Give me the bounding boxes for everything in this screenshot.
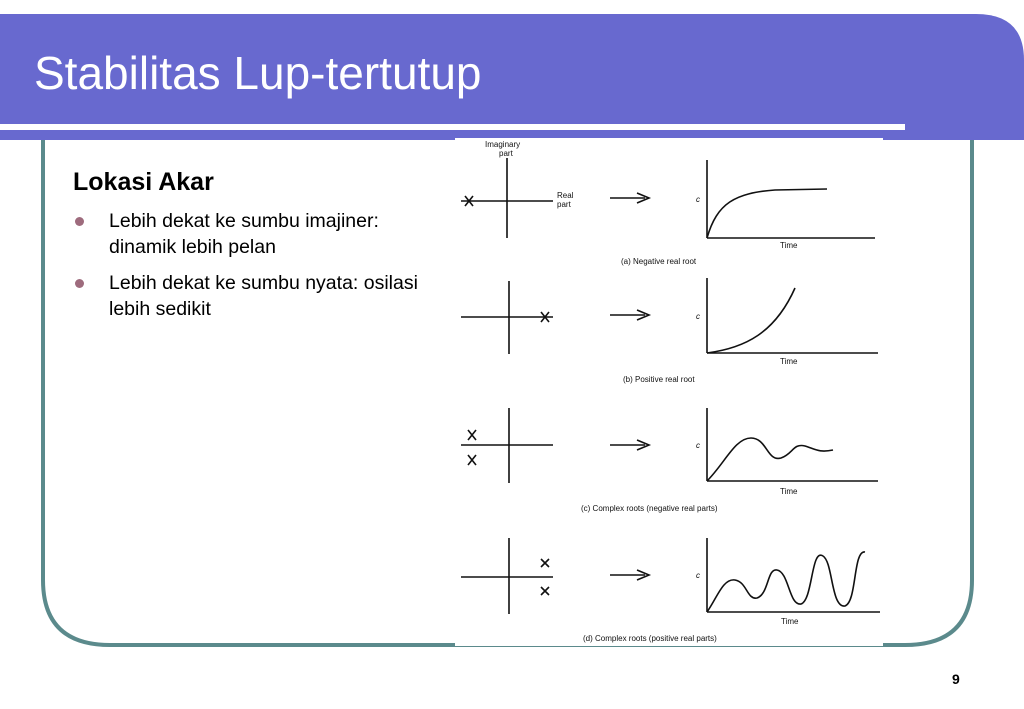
case-a — [461, 158, 875, 238]
arrow-icon — [610, 570, 649, 580]
output-axis-label: c — [696, 441, 700, 450]
slide-title: Stabilitas Lup-tertutup — [34, 47, 482, 99]
output-axis-label: c — [696, 312, 700, 321]
case-b — [461, 278, 878, 354]
bullet-item — [75, 270, 425, 322]
bullet-text: Lebih dekat ke sumbu nyata: osilasi lebih sedikit — [109, 272, 418, 320]
bullet-dot-icon — [75, 217, 84, 226]
root-marker-icon — [541, 559, 549, 567]
page-number: 9 — [952, 671, 960, 687]
bullet-item — [75, 208, 425, 260]
case-c — [461, 408, 878, 483]
response-curve — [707, 552, 865, 612]
arrow-icon — [610, 310, 649, 320]
header-underline — [0, 124, 905, 130]
figure-caption: (d) Complex roots (positive real parts) — [583, 634, 717, 643]
case-d — [461, 538, 880, 614]
time-axis-label: Time — [780, 241, 798, 250]
root-marker-icon — [468, 455, 476, 465]
output-axis-label: c — [696, 571, 700, 580]
real-axis-label: Real — [557, 191, 574, 200]
real-axis-label: part — [557, 200, 571, 209]
imaginary-axis-label: Imaginary — [485, 140, 521, 149]
response-curve — [707, 288, 795, 353]
response-curve — [707, 189, 827, 238]
root-marker-icon — [468, 430, 476, 440]
output-axis-label: c — [696, 195, 700, 204]
time-axis-label: Time — [781, 617, 799, 626]
time-axis-label: Time — [780, 357, 798, 366]
response-curve — [707, 438, 833, 481]
time-axis-label: Time — [780, 487, 798, 496]
bullet-text: Lebih dekat ke sumbu imajiner: dinamik lebih pelan — [109, 210, 379, 258]
section-heading: Lokasi Akar — [73, 168, 214, 196]
figure-caption: (c) Complex roots (negative real parts) — [581, 504, 718, 513]
figure-caption: (b) Positive real root — [623, 375, 695, 384]
root-location-figure — [455, 138, 883, 646]
arrow-icon — [610, 440, 649, 450]
bullet-dot-icon — [75, 279, 84, 288]
imaginary-axis-label: part — [499, 149, 513, 158]
bullet-list — [75, 208, 425, 332]
root-marker-icon — [541, 587, 549, 595]
arrow-icon — [610, 193, 649, 203]
figure-caption: (a) Negative real root — [621, 257, 697, 266]
